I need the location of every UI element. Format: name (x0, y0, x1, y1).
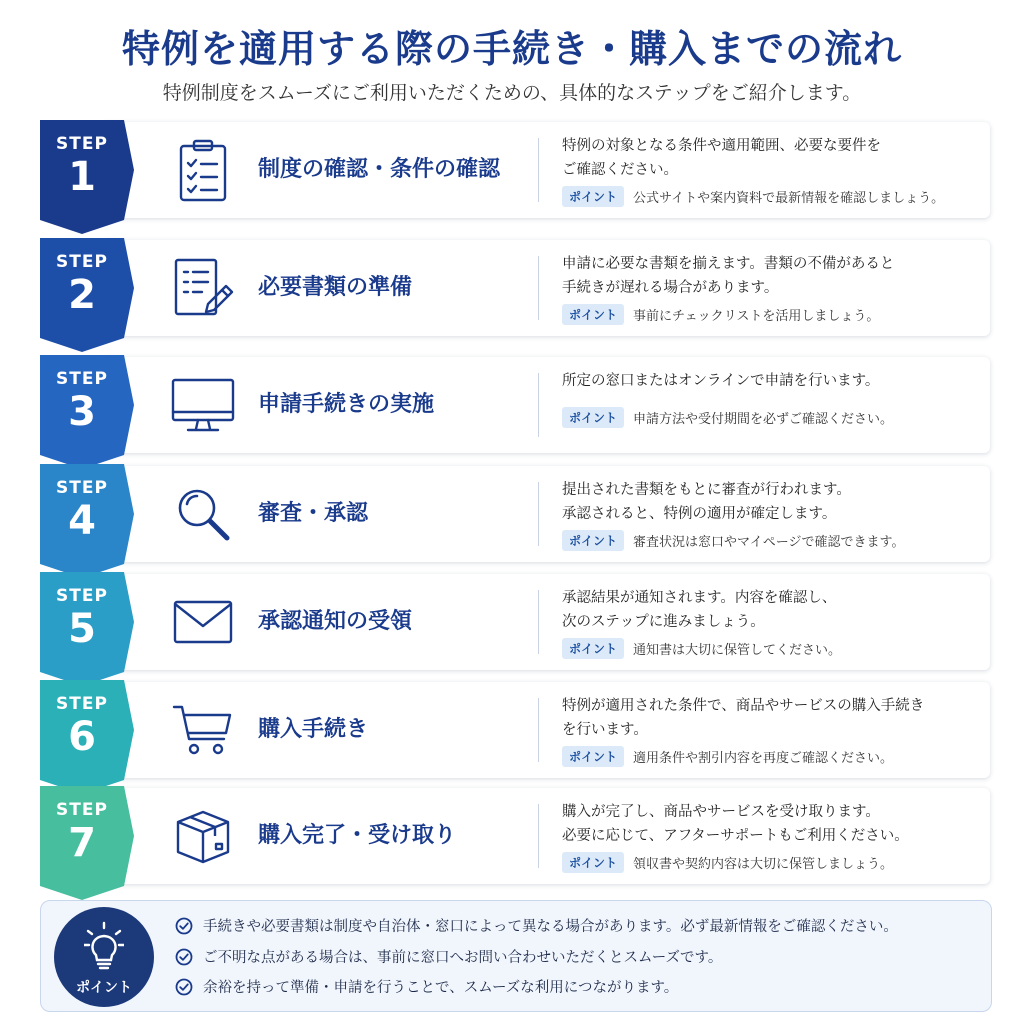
step-word: STEP (56, 369, 108, 389)
point-tag: ポイント (562, 638, 624, 659)
point-tag: ポイント (562, 304, 624, 325)
step-number: 4 (68, 498, 96, 544)
divider (538, 482, 539, 546)
divider (538, 256, 539, 320)
point-text: 審査状況は窓口やマイページで確認できます。 (633, 535, 905, 550)
document-pen-icon (168, 256, 238, 320)
step-point (562, 638, 982, 659)
step-desc-line: 特例の対象となる条件や適用範囲、必要な要件を (562, 138, 881, 154)
step-desc-line: 申請に必要な書類を揃えます。書類の不備があると (562, 256, 895, 272)
step-desc-line: 承認結果が通知されます。内容を確認し、 (562, 590, 837, 606)
step-point (562, 852, 982, 873)
step-number: 3 (68, 389, 96, 435)
step-desc-line: 購入が完了し、商品やサービスを受け取ります。 (562, 804, 880, 820)
step-number: 2 (68, 272, 96, 318)
step-number: 1 (68, 154, 96, 200)
divider (538, 590, 539, 654)
point-text: 通知書は大切に保管してください。 (633, 643, 842, 658)
step-2 (40, 238, 992, 338)
envelope-icon (168, 590, 238, 654)
divider (538, 698, 539, 762)
divider (538, 138, 539, 202)
step-badge (40, 680, 134, 780)
checklist-icon (168, 138, 238, 202)
divider (538, 804, 539, 868)
step-description (562, 252, 982, 300)
step-desc-line: ご確認ください。 (562, 162, 678, 178)
step-desc-line: 承認されると、特例の適用が確定します。 (562, 506, 837, 522)
point-tag: ポイント (562, 746, 624, 767)
check-circle-icon (175, 948, 193, 966)
step-description (562, 478, 982, 526)
step-7 (40, 786, 992, 886)
step-word: STEP (56, 134, 108, 154)
step-title: 申請手続きの実施 (258, 392, 435, 417)
magnifier-icon (168, 482, 238, 546)
step-title: 審査・承認 (258, 501, 369, 526)
step-number: 7 (68, 820, 96, 866)
step-word: STEP (56, 586, 108, 606)
step-word: STEP (56, 478, 108, 498)
tips-badge (54, 907, 154, 1007)
step-point (562, 746, 982, 767)
step-desc-line: 所定の窓口またはオンラインで申請を行います。 (562, 373, 880, 389)
step-desc-line: 特例が適用された条件で、商品やサービスの購入手続き (562, 698, 925, 714)
step-desc-line: 手続きが遅れる場合があります。 (562, 280, 779, 296)
tip-item (175, 915, 898, 936)
tip-item (175, 976, 678, 997)
tip-text: 余裕を持って準備・申請を行うことで、スムーズな利用につながります。 (203, 980, 679, 996)
step-description (562, 134, 982, 182)
step-3 (40, 355, 992, 455)
step-5 (40, 572, 992, 672)
step-title: 必要書類の準備 (258, 275, 413, 300)
point-text: 事前にチェックリストを活用しましょう。 (633, 309, 880, 324)
step-1 (40, 120, 992, 220)
step-point (562, 304, 982, 325)
step-badge (40, 238, 134, 338)
point-text: 領収書や契約内容は大切に保管しましょう。 (633, 857, 894, 872)
check-circle-icon (175, 978, 193, 996)
step-badge (40, 786, 134, 886)
point-tag: ポイント (562, 407, 624, 428)
step-description (562, 586, 982, 634)
step-point (562, 186, 982, 207)
page-title: 特例を適用する際の手続き・購入までの流れ (121, 27, 902, 71)
step-desc-line: 提出された書類をもとに審査が行われます。 (562, 482, 851, 498)
step-description (562, 369, 982, 393)
step-title: 制度の確認・条件の確認 (258, 157, 501, 182)
step-number: 5 (68, 606, 96, 652)
point-text: 適用条件や割引内容を再度ご確認ください。 (633, 751, 894, 766)
page-subtitle: 特例制度をスムーズにご利用いただくための、具体的なステップをご紹介します。 (162, 82, 862, 104)
step-badge (40, 572, 134, 672)
tip-text: ご不明な点がある場合は、事前に窓口へお問い合わせいただくとスムーズです。 (203, 950, 723, 966)
point-text: 申請方法や受付期間を必ずご確認ください。 (633, 412, 894, 427)
step-badge (40, 120, 134, 220)
point-text: 公式サイトや案内資料で最新情報を確認しましょう。 (633, 191, 945, 206)
lightbulb-icon (84, 921, 124, 973)
step-desc-line: 必要に応じて、アフターサポートもご利用ください。 (562, 828, 909, 844)
box-icon (168, 804, 238, 868)
check-circle-icon (175, 917, 193, 935)
point-tag: ポイント (562, 186, 624, 207)
step-desc-line: 次のステップに進みましょう。 (562, 614, 765, 630)
point-tag: ポイント (562, 852, 624, 873)
step-word: STEP (56, 800, 108, 820)
point-tag: ポイント (562, 530, 624, 551)
cart-icon (168, 698, 238, 762)
step-desc-line: を行います。 (562, 722, 648, 738)
step-title: 承認通知の受領 (258, 609, 413, 634)
tip-text: 手続きや必要書類は制度や自治体・窓口によって異なる場合があります。必ず最新情報をご確認ください。 (203, 919, 898, 935)
step-point (562, 407, 982, 428)
step-6 (40, 680, 992, 780)
step-word: STEP (56, 694, 108, 714)
monitor-icon (168, 373, 238, 437)
step-word: STEP (56, 252, 108, 272)
step-badge (40, 464, 134, 564)
step-title: 購入手続き (258, 717, 369, 742)
divider (538, 373, 539, 437)
step-description (562, 800, 982, 848)
step-description (562, 694, 982, 742)
step-title: 購入完了・受け取り (258, 823, 457, 848)
tip-item (175, 946, 722, 967)
step-4 (40, 464, 992, 564)
step-point (562, 530, 982, 551)
step-badge (40, 355, 134, 455)
tips-box (40, 900, 992, 1012)
tips-label: ポイント (76, 980, 132, 996)
step-number: 6 (68, 714, 96, 760)
